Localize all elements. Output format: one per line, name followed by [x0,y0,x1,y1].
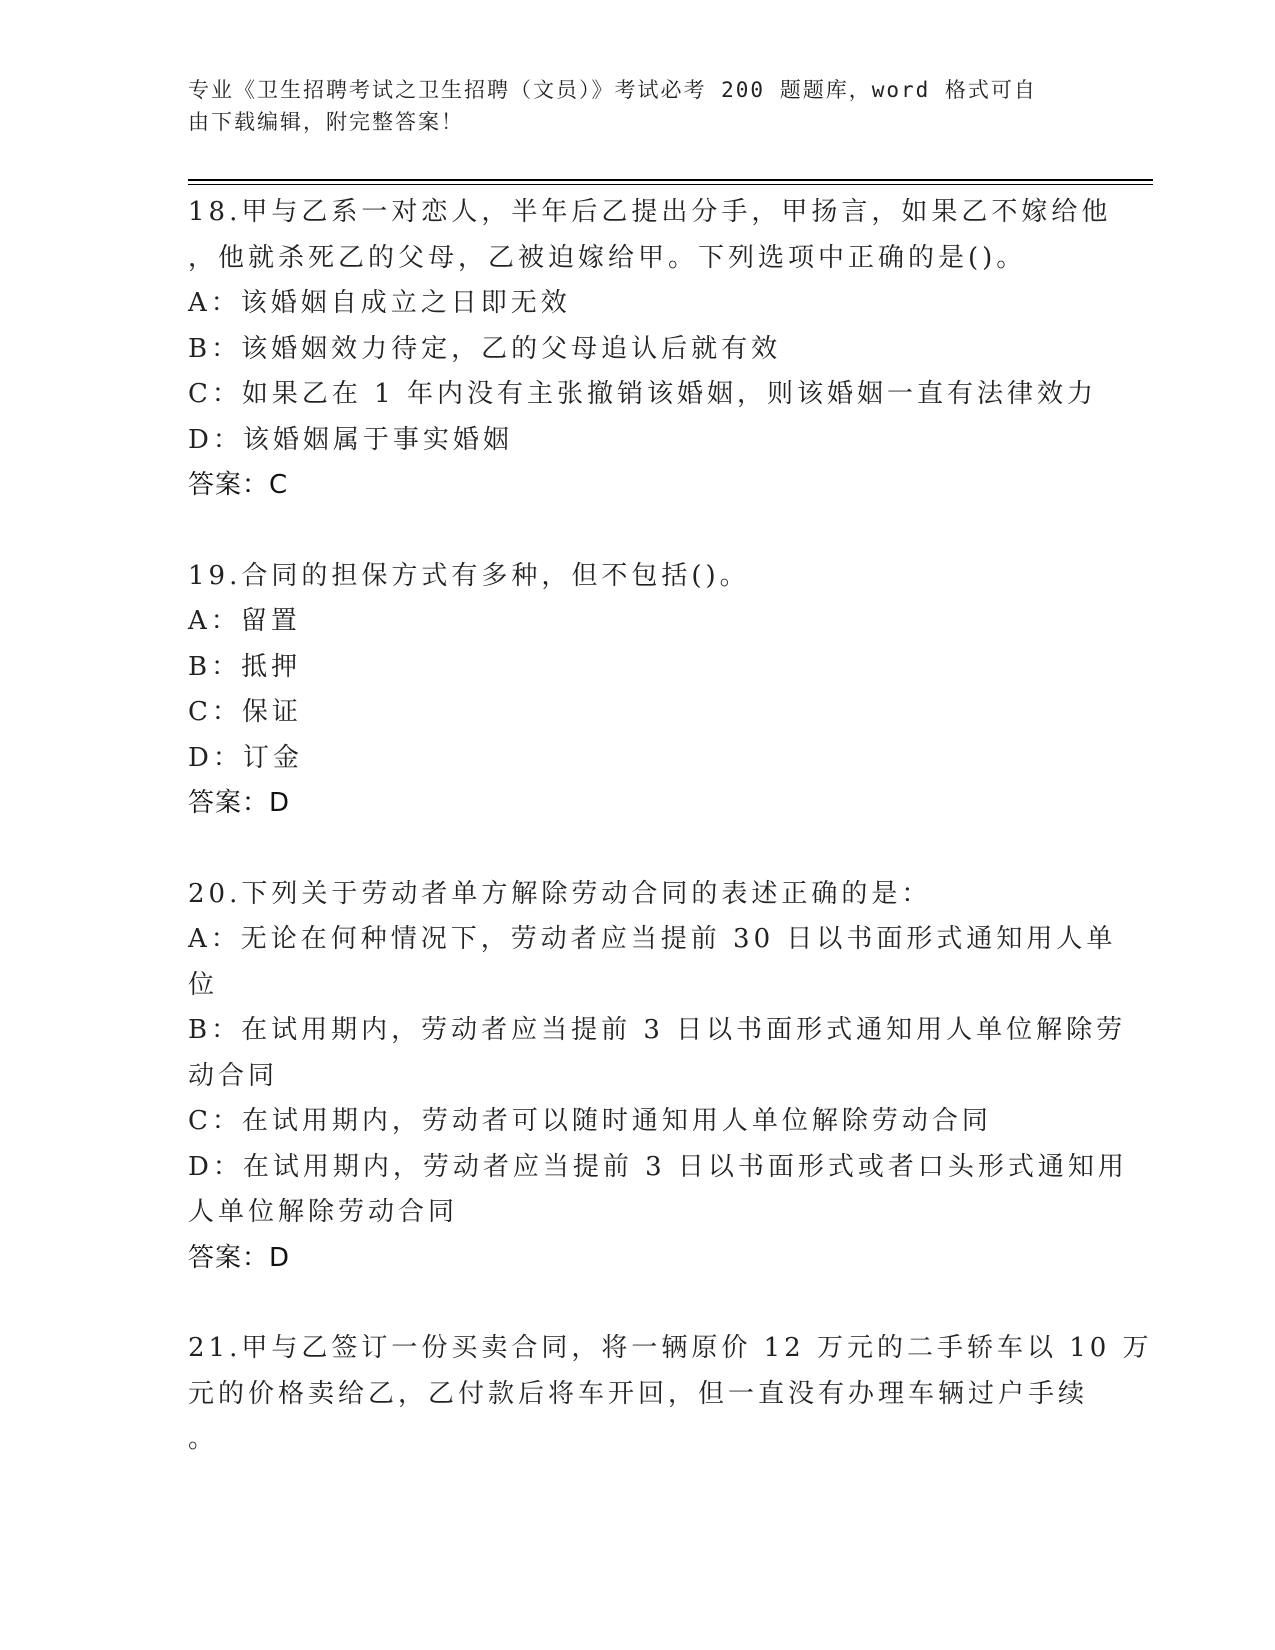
question-stem-line: ，他就杀死乙的父母，乙被迫嫁给甲。下列选项中正确的是()。 [188,242,1027,273]
document-header [188,74,1068,138]
option-line: A：留置 [188,606,301,636]
answer-line: 答案：C [188,470,289,500]
question-stem-line: 20.下列关于劳动者单方解除劳动合同的表述正确的是： [188,878,932,909]
option-line: A：无论在何种情况下，劳动者应当提前 30 日以书面形式通知用人单 [188,924,1117,954]
question-stem-line: 21.甲与乙签订一份买卖合同，将一辆原价 12 万元的二手轿车以 10 万 [188,1333,1153,1363]
question-block [188,554,1078,827]
option-line: 人单位解除劳动合同 [188,1197,459,1227]
header-line-2: 由下载编辑，附完整答案！ [188,110,464,134]
option-line: C：如果乙在 1 年内没有主张撤销该婚姻，则该婚姻一直有法律效力 [188,379,1097,409]
question-stem-line: 18.甲与乙系一对恋人，半年后乙提出分手，甲扬言，如果乙不嫁给他 [188,197,1112,227]
answer-line: 答案：D [188,788,291,818]
option-line: 位 [188,969,219,1000]
question-stem-line: 元的价格卖给乙，乙付款后将车开回，但一直没有办理车辆过户手续 [188,1378,1089,1409]
option-line: C：在试用期内，劳动者可以随时通知用人单位解除劳动合同 [188,1106,992,1136]
option-line: B：抵押 [188,651,302,682]
question-block [188,1326,1153,1463]
option-line: C：保证 [188,697,302,727]
question-list [188,190,1153,1508]
header-line-1: 专业《卫生招聘考试之卫生招聘（文员）》考试必考 200 题题库，word 格式可自 [188,78,1037,102]
option-line: D：在试用期内，劳动者应当提前 3 日以书面形式或者口头形式通知用 [188,1151,1128,1182]
option-line: 动合同 [188,1060,279,1091]
question-stem-line: 。 [188,1424,219,1454]
answer-line: 答案：D [188,1242,291,1273]
option-line: B：在试用期内，劳动者应当提前 3 日以书面形式通知用人单位解除劳 [188,1015,1127,1045]
header-divider-thin [188,184,1153,185]
option-line: D：订金 [188,742,303,773]
option-line: B：该婚姻效力待定，乙的父母追认后就有效 [188,333,782,364]
option-line: D：该婚姻属于事实婚姻 [188,424,513,455]
question-block [188,190,1112,509]
option-line: A：该婚姻自成立之日即无效 [188,288,571,318]
header-divider-thick [188,179,1153,181]
question-stem-line: 19.合同的担保方式有多种，但不包括()。 [188,560,750,591]
question-block [188,872,1128,1282]
